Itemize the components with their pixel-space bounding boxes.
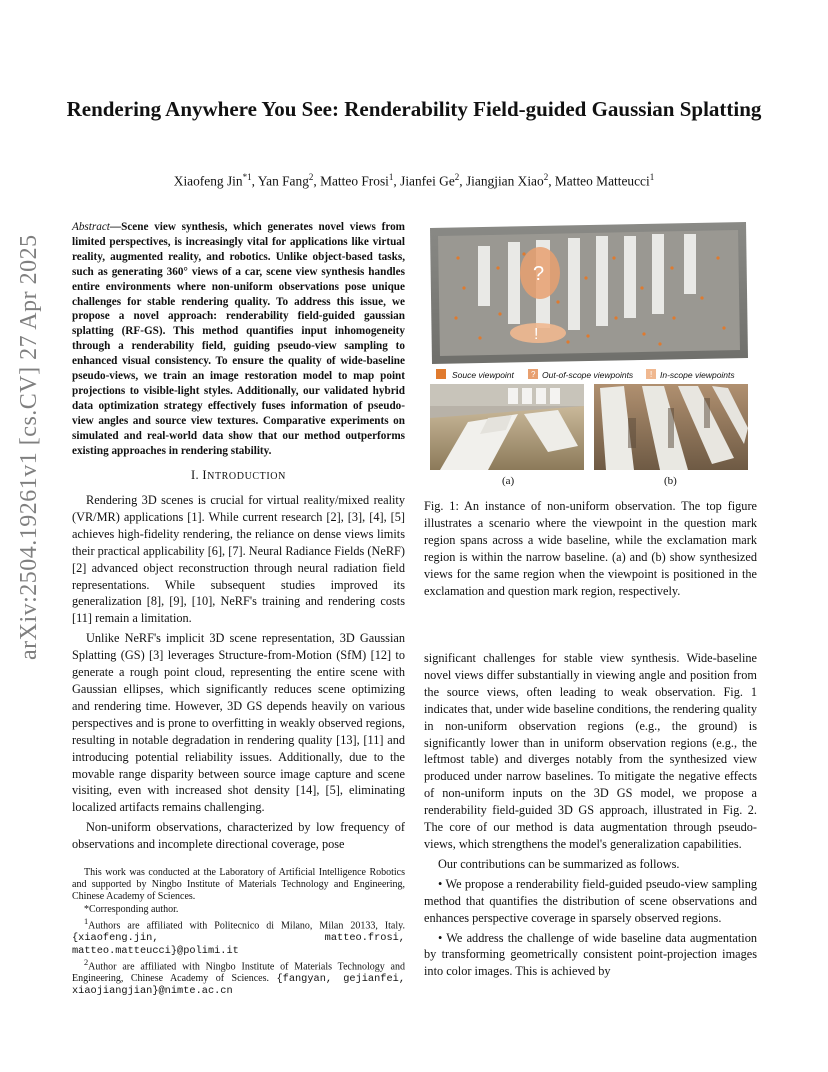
left-column-body [72, 492, 405, 856]
exclamation-mark-icon: ! [534, 326, 539, 343]
footnote-text: Authors are affiliated with Politecnico di Milano, Milan 20133, Italy. [88, 920, 405, 932]
paragraph: Our contributions can be summarized as follows. [438, 856, 680, 871]
footnote: $^2$Author are affiliated with Ningbo Institute of Materials Technology and Engineering, Chinese Academy of Sciences. {fangyan, gejianfei, xiaojiangjian}@nimte.ac.cn [72, 957, 406, 998]
abstract-label: Abstract [72, 221, 110, 233]
arxiv-identifier: arXiv:2504.19261v1 [cs.CV] 27 Apr 2025 [16, 234, 42, 660]
label-a: (a) [502, 475, 515, 487]
legend-source: Souce viewpoint [452, 370, 514, 380]
paragraph: Unlike NeRF's implicit 3D scene representation, 3D Gaussian Splatting (GS) [3] leverages Structure-from-Motion (SfM) [12] to generate a rough point cloud, representing the entire scene with Gaussian ellipses, which significantly reduces scene optimizing and rendering time. However, 3D GS depends heavily on various perspectives and is prone to overfitting in weakly observed regions, resulting in notable degradation in rendering quality [13], [11] and introducing potential reliability issues. Additionally, due to the movable range disparity between source image capture and scene visiting, even with increased shot density [14], [5], eliminating localized artifacts remains challenging. [72, 631, 405, 815]
paragraph: Non-uniform observations, characterized by low frequency of observations and incomplete directional coverage, pose [72, 820, 405, 852]
list-item: • We address the challenge of wide baseline data augmentation by transforming geometrically consistent point-projection images into color images. This is achieved by [424, 930, 757, 979]
footnote: $^1$Authors are affiliated with Politecnico di Milano, Milan 20133, Italy. {xiaofeng.jin, matteo.frosi, matteo.matteucci}@polimi.it [72, 916, 405, 957]
right-column-body [424, 650, 757, 983]
view-b [594, 384, 748, 470]
legend-question-icon: ? [531, 370, 536, 379]
legend-exclamation-icon: ! [650, 370, 653, 379]
footnote-email: {fangyan, gejianfei, xiaojiangjian}@nimte.ac.cn [72, 973, 406, 998]
figure-graphic [428, 218, 750, 488]
legend-out: Out-of-scope viewpoints [542, 370, 634, 380]
section-heading [72, 468, 405, 483]
paper-title: Rendering Anywhere You See: Renderability Field-guided Gaussian Splatting [66, 97, 762, 121]
footnotes [72, 867, 405, 998]
abstract [72, 220, 405, 459]
paragraph: Rendering 3D scenes is crucial for virtual reality/mixed reality (VR/MR) applications [1]. While current research [2], [3], [4], [5] achieves high-fidelity rendering, the reliance on dense views limits their practical applicability [6], [7]. Neural Radiance Fields (NeRF) [2] advanced object reconstruction through neural radiation field representations. While subsequent studies improved its generalization [8], [9], [10], NeRF's training and rendering costs [11] remain a limitation. [72, 493, 405, 626]
question-mark-icon: ? [533, 263, 545, 285]
paragraph: significant challenges for stable view synthesis. Wide-baseline novel views differ substantially in viewing angle and position from the source views, often leading to weak observation. Fig. 1 indicates that, under wide baseline conditions, the rendering quality in non-uniform observation regions (e.g., the ground) is significantly lower than in uniform observation regions (e.g., the leftmost table) and diverges notably from the synthesized view produced under narrow baselines. To mitigate the negative effects of non-uniform inputs on the 3D GS model, we propose a renderability field-guided 3D GS approach, illustrated in Fig. 2. The core of our method is data augmentation through pseudo-views, which strengthens the model's generalization capabilities. [424, 651, 757, 851]
author-list: Xiaofeng Jin$^{*1}$, Yan Fang$^2$, Matteo Frosi$^1$, Jianfei Ge$^2$, Jiangjian Xiao$^2$, Matteo Matteucci$^1$ [173, 172, 655, 189]
footnote: *Corresponding author. [84, 903, 179, 915]
figure-1 [428, 218, 750, 493]
list-item: • We propose a renderability field-guided pseudo-view sampling method that quantifies the distribution of scene observations and enhances perspective coverage in sparsely observed regions. [424, 876, 757, 925]
figure-caption: Fig. 1: An instance of non-uniform observation. The top figure illustrates a scenario where the viewpoint in the question mark region spans across a wide baseline, while the exclamation mark region is within the narrow baseline. (a) and (b) show synthesized views for the same region when the viewpoint is positioned in the exclamation and question mark region, respectively. [424, 499, 757, 598]
view-a [430, 384, 584, 470]
legend-swatch-source [436, 369, 446, 379]
abstract-text: —Scene view synthesis, which generates novel views from limited perspectives, is increasingly vital for applications like virtual reality, augmented reality, and robotics. Unlike object-based tasks, such as generating 360° views of a car, scene view synthesis handles entire environments where non-uniform observations pose unique challenges for stable rendering quality. To address this issue, we propose a novel approach: renderability field-guided gaussian splatting (RF-GS). This method quantifies input inhomogeneity through a renderability field, guiding pseudo-view sampling to enhanced visual consistency. To ensure the quality of wide-baseline pseudo-views, we train an image restoration model to map point projections to visible-light styles. Additionally, our validated hybrid data optimization strategy effectively fuses information of pseudo-view angles and source view textures. Comparative experiments on simulated and real-world data show that our method outperforms existing approaches in rendering stability. [72, 221, 405, 457]
section-title: INTRODUCTION [202, 468, 286, 482]
section-number: I. [191, 468, 199, 482]
label-b: (b) [664, 475, 677, 487]
legend-in: In-scope viewpoints [660, 370, 735, 380]
footnote: This work was conducted at the Laboratory of Artificial Intelligence Robotics and supported by Ningbo Institute of Materials Technology and Engineering, Chinese Academy of Sciences. [72, 867, 405, 903]
footnote-email: {xiaofeng.jin, matteo.frosi, matteo.matteucci}@polimi.it [72, 932, 405, 957]
footnote-text: Author are affiliated with Ningbo Institute of Materials Technology and Engineering, Chinese Academy of Sciences. [72, 961, 405, 985]
